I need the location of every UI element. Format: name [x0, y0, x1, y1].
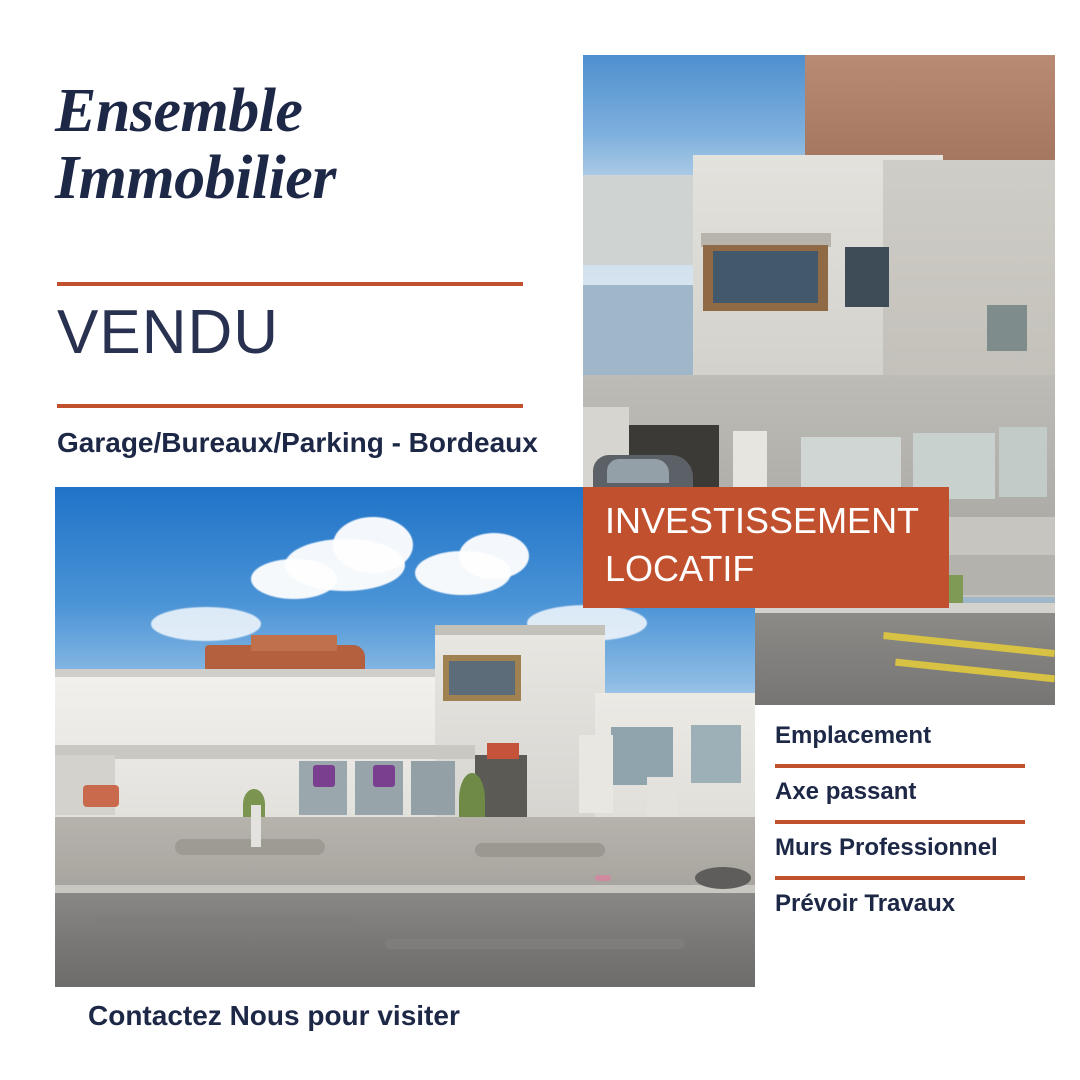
contact-cta[interactable]: Contactez Nous pour visiter [88, 1000, 460, 1031]
page-title [55, 78, 575, 212]
badge-line-2: LOCATIF [605, 547, 755, 589]
status-badge: VENDU [57, 298, 280, 367]
headline-line-1: Ensemble [55, 77, 303, 145]
feature-item-axe-passant: Axe passant [775, 778, 917, 805]
badge-line-1: INVESTISSEMENT [605, 500, 920, 541]
feature-item-prevoir-travaux: Prévoir Travaux [775, 890, 956, 917]
feature-item-emplacement: Emplacement [775, 722, 932, 749]
divider-top [57, 282, 523, 286]
sign-right [373, 765, 395, 787]
feature-list [775, 712, 1025, 932]
feature-item-murs-professionnel: Murs Professionnel [775, 834, 998, 861]
property-subtitle: Garage/Bureaux/Parking - Bordeaux [57, 427, 538, 458]
sign-left [313, 765, 335, 787]
headline-line-2: Immobilier [55, 143, 336, 212]
investment-badge [583, 487, 949, 608]
divider-bottom [57, 404, 523, 408]
